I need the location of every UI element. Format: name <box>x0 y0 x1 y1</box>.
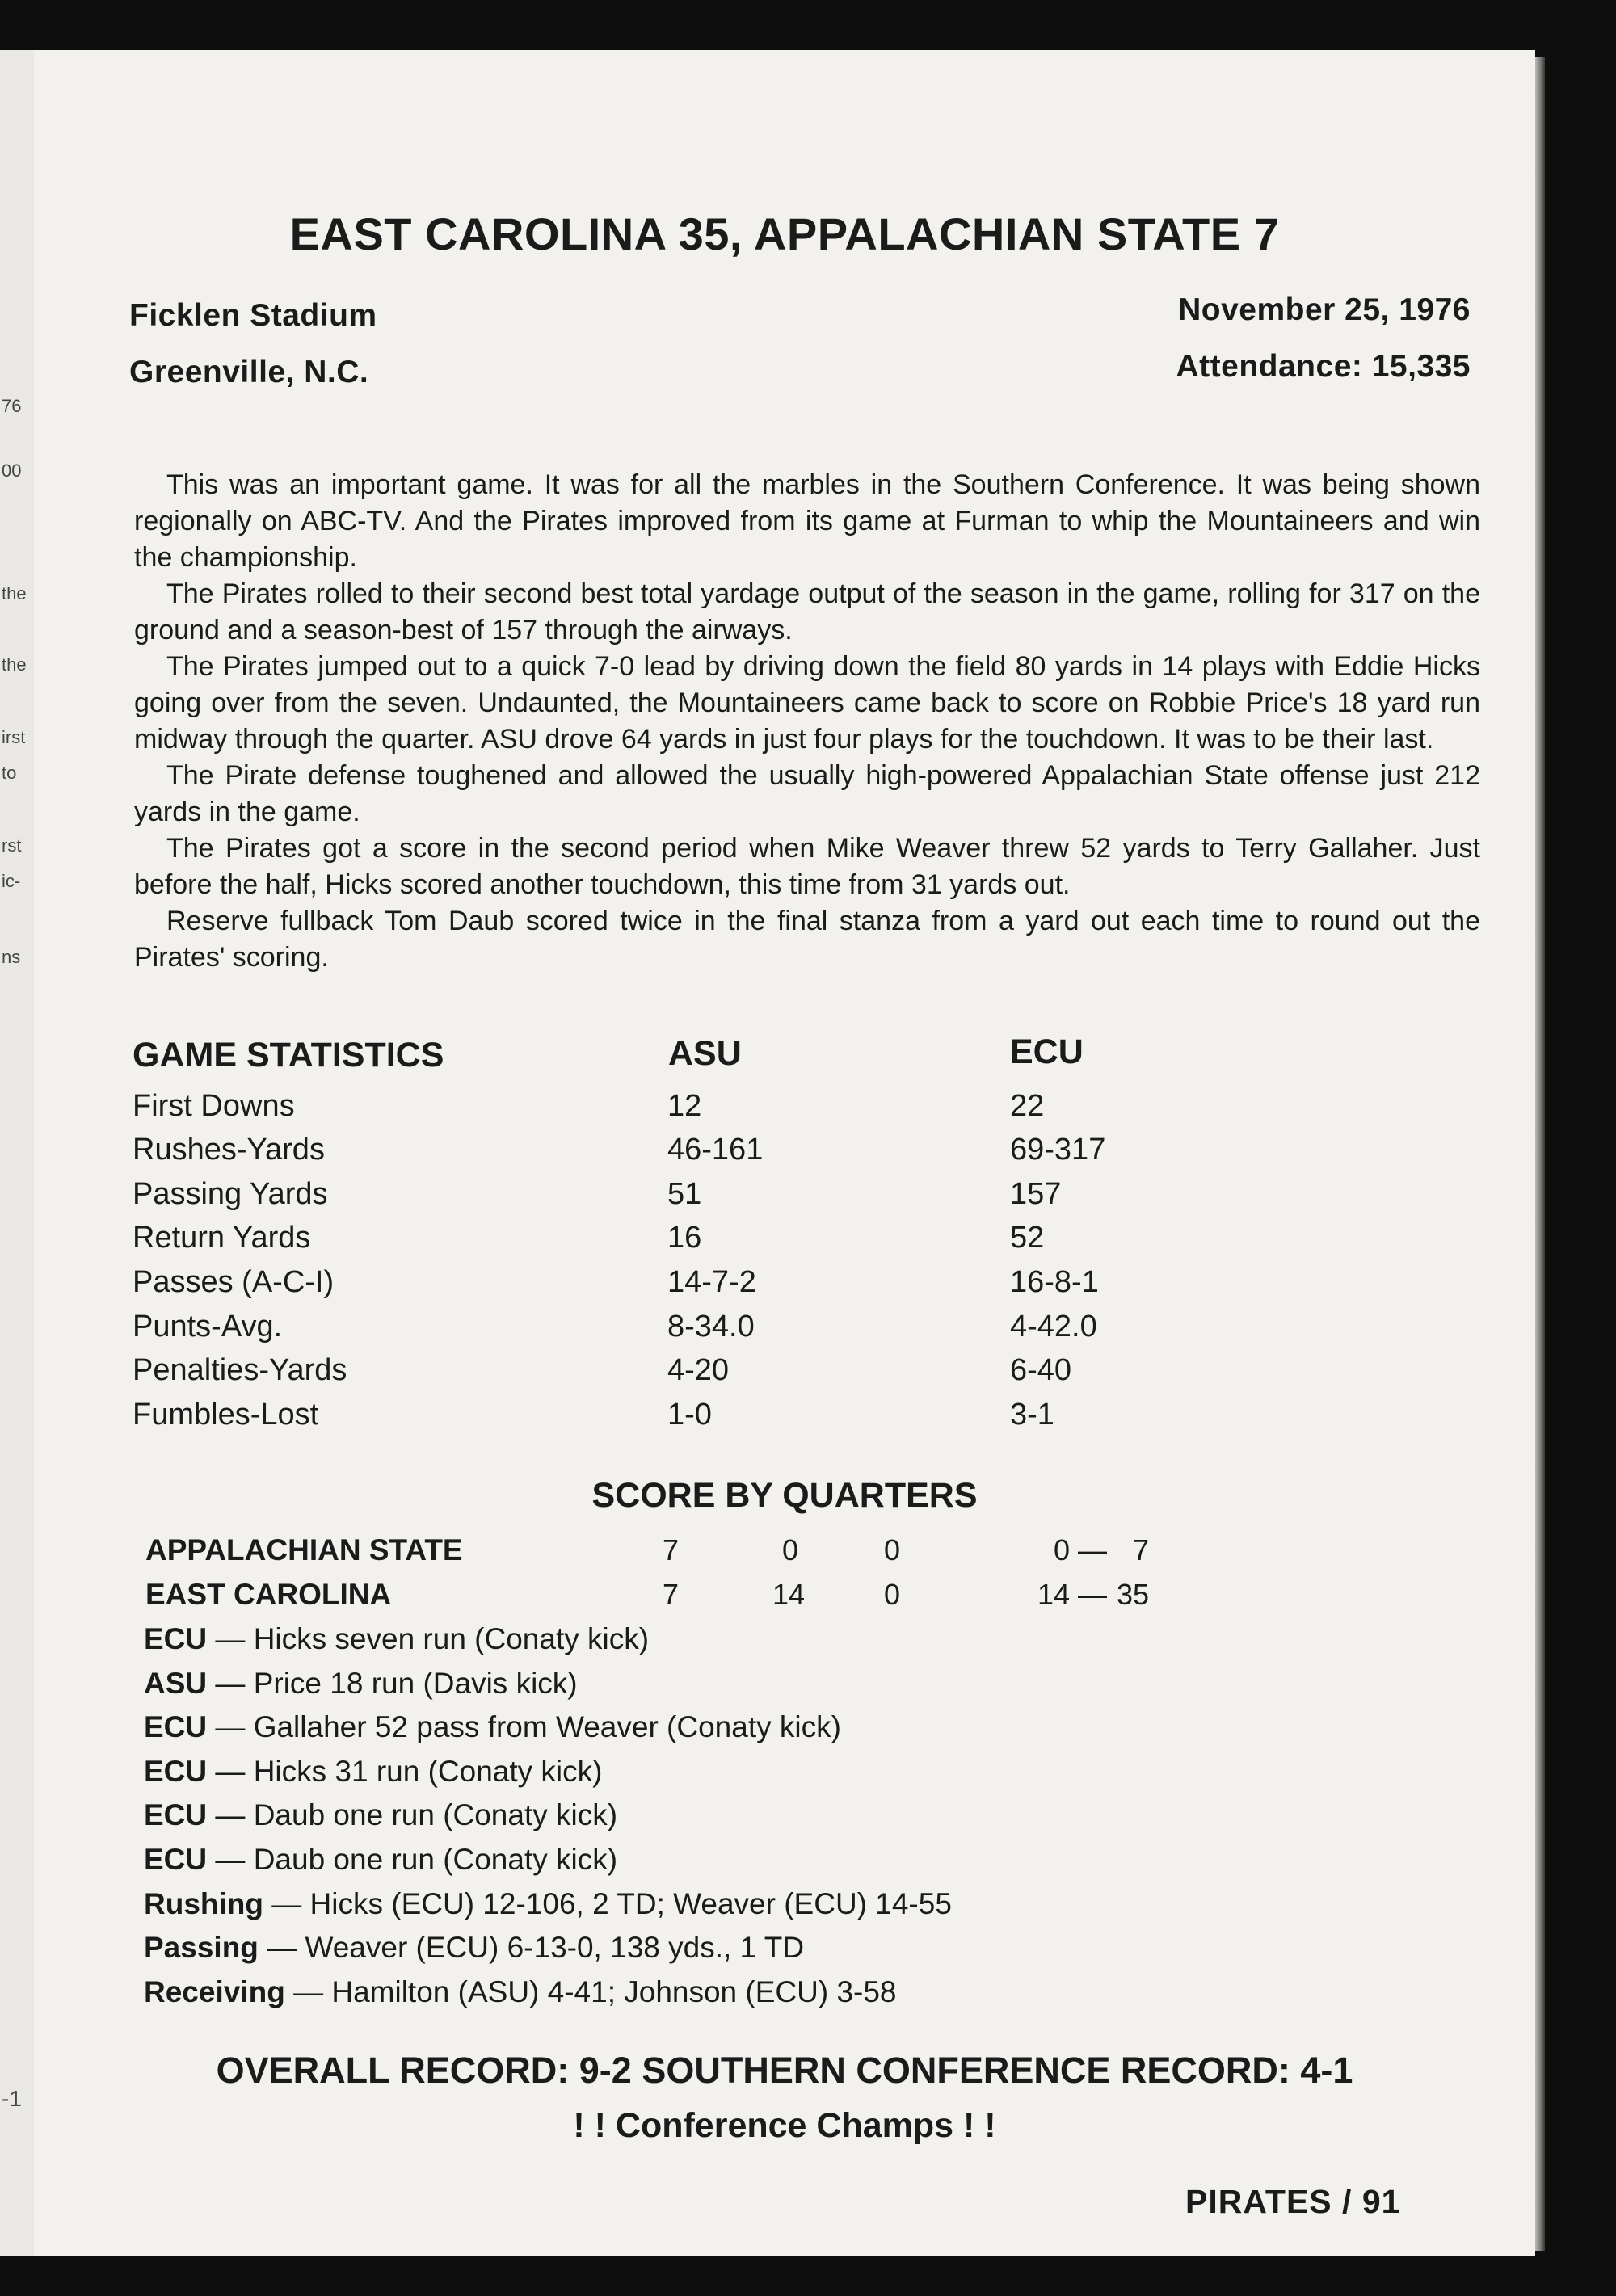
stat-row <box>133 1177 1345 1221</box>
stat-row <box>133 1133 1345 1176</box>
separator: — <box>207 1798 254 1831</box>
q3-score: 0 <box>884 1578 901 1611</box>
prev-page-fragment: 00 <box>2 460 22 481</box>
scoring-description: Daub one run (Conaty kick) <box>253 1798 618 1831</box>
stat-asu-value: 14-7-2 <box>667 1265 756 1299</box>
scoring-play <box>144 1667 578 1701</box>
document-page <box>34 50 1535 2256</box>
stat-ecu-value: 16-8-1 <box>1010 1265 1099 1299</box>
leader-line <box>144 1931 804 1965</box>
stat-row <box>133 1221 1345 1264</box>
scoring-team: ECU <box>144 1843 208 1876</box>
game-summary <box>134 467 1480 976</box>
stat-asu-value: 46-161 <box>667 1133 764 1167</box>
leader-line <box>144 1887 952 1921</box>
stat-row <box>133 1089 1345 1133</box>
summary-paragraph: The Pirates rolled to their second best total yardage output of the season in the game, rolling for 317 on the ground and a season-best of 157 through the airways. <box>134 578 1480 645</box>
conference-champs-banner: ! ! Conference Champs ! ! <box>573 2106 996 2145</box>
scoring-play <box>144 1798 617 1832</box>
leader-detail: Weaver (ECU) 6-13-0, 138 yds., 1 TD <box>305 1931 805 1964</box>
stat-ecu-value: 52 <box>1010 1221 1045 1255</box>
leader-line <box>144 1975 897 2009</box>
stat-ecu-value: 157 <box>1010 1177 1062 1211</box>
stat-asu-value: 8-34.0 <box>667 1310 755 1344</box>
separator: — <box>207 1755 254 1788</box>
stat-label: Rushes-Yards <box>133 1133 325 1167</box>
q1-score: 7 <box>663 1533 680 1566</box>
total-score: 35 <box>1116 1578 1149 1611</box>
game-statistics-heading: GAME STATISTICS <box>133 1036 444 1074</box>
stat-ecu-value: 22 <box>1010 1089 1045 1123</box>
scoring-play <box>144 1622 649 1656</box>
prev-page-fragment: the <box>2 583 27 603</box>
stat-label: Fumbles-Lost <box>133 1398 319 1432</box>
leader-category: Rushing <box>144 1887 263 1920</box>
stat-asu-value: 16 <box>667 1221 702 1255</box>
stat-label: Passes (A-C-I) <box>133 1265 335 1299</box>
prev-page-fragment: irst <box>2 727 26 747</box>
summary-paragraph: This was an important game. It was for all the marbles in the Southern Conference. It was being shown regionally on ABC-TV. And the Pirates improved from its game at Furman to whip the Mountaineers and win the championship. <box>134 469 1480 573</box>
summary-paragraph: The Pirates jumped out to a quick 7-0 lead by driving down the field 80 yards in 14 plays with Eddie Hicks going over from the seven. Undaunted, the Mountaineers came back to score on Robbie Price's 18 yard run midway through the quarter. ASU drove 64 yards in just four plays for the touchdown. It was to be their last. <box>134 651 1480 755</box>
separator: — <box>263 1887 310 1920</box>
leader-detail: Hamilton (ASU) 4-41; Johnson (ECU) 3-58 <box>331 1975 897 2008</box>
leader-detail: Hicks (ECU) 12-106, 2 TD; Weaver (ECU) 14-55 <box>309 1887 952 1920</box>
stat-label: Penalties-Yards <box>133 1353 347 1387</box>
stat-label: Return Yards <box>133 1221 311 1255</box>
scoring-team: ECU <box>144 1622 208 1655</box>
prev-page-fragment: ic- <box>2 871 21 891</box>
separator: — <box>207 1843 254 1876</box>
separator: — <box>207 1710 254 1743</box>
prev-page-fragment: rst <box>2 835 22 856</box>
scoring-team: ECU <box>144 1755 208 1788</box>
attendance-label: Attendance: 15,335 <box>1176 349 1471 384</box>
scoring-team: ECU <box>144 1798 208 1831</box>
stat-row <box>133 1310 1345 1353</box>
q3-score: 0 <box>884 1533 901 1566</box>
prev-page-fragment: ns <box>2 947 21 967</box>
q4-score: 14 <box>1037 1578 1071 1611</box>
prev-page-fragment: 76 <box>2 396 22 416</box>
stat-label: Punts-Avg. <box>133 1310 283 1344</box>
page-edge-shadow <box>1534 57 1545 2251</box>
stat-label: First Downs <box>133 1089 295 1123</box>
score-by-quarters-heading: SCORE BY QUARTERS <box>591 1476 978 1515</box>
separator: — <box>207 1622 254 1655</box>
stat-asu-value: 1-0 <box>667 1398 712 1432</box>
q2-score: 0 <box>782 1533 799 1566</box>
stat-row <box>133 1265 1345 1309</box>
prev-page-fragment: -1 <box>2 2086 22 2111</box>
summary-paragraph: The Pirate defense toughened and allowed the usually high-powered Appalachian State offense just 212 yards in the game. <box>134 760 1480 827</box>
stat-row <box>133 1353 1345 1397</box>
asu-column-header: ASU <box>668 1034 742 1073</box>
q2-score: 14 <box>772 1578 806 1611</box>
total-score: 7 <box>1132 1533 1149 1566</box>
scoring-play <box>144 1710 841 1744</box>
stat-ecu-value: 69-317 <box>1010 1133 1106 1167</box>
leader-category: Passing <box>144 1931 259 1964</box>
prev-page-fragment: the <box>2 654 27 675</box>
scoring-description: Gallaher 52 pass from Weaver (Conaty kick) <box>253 1710 841 1743</box>
q4-score: 0 <box>1053 1533 1070 1566</box>
venue-label: Ficklen Stadium <box>129 298 377 333</box>
scoring-play <box>144 1755 602 1789</box>
stat-ecu-value: 4-42.0 <box>1010 1310 1097 1344</box>
summary-paragraph: The Pirates got a score in the second period when Mike Weaver threw 52 yards to Terry Gallaher. Just before the half, Hicks scored another touchdown, this time from 31 yards out. <box>134 833 1480 900</box>
scoring-description: Daub one run (Conaty kick) <box>253 1843 618 1876</box>
scoring-description: Hicks seven run (Conaty kick) <box>253 1622 650 1655</box>
stat-row <box>133 1398 1345 1441</box>
page-title: EAST CAROLINA 35, APPALACHIAN STATE 7 <box>289 208 1280 259</box>
leader-category: Receiving <box>144 1975 285 2008</box>
stat-asu-value: 4-20 <box>667 1353 730 1387</box>
separator: — <box>258 1931 305 1964</box>
prev-page-fragment: to <box>2 763 17 783</box>
separator: — <box>207 1667 254 1700</box>
page-footer: PIRATES / 91 <box>1185 2183 1401 2220</box>
stat-asu-value: 51 <box>667 1177 702 1211</box>
score-dash: — <box>1078 1533 1107 1566</box>
score-dash: — <box>1078 1578 1107 1611</box>
scoring-team: ASU <box>144 1667 208 1700</box>
scoring-description: Price 18 run (Davis kick) <box>253 1667 578 1700</box>
season-record: OVERALL RECORD: 9-2 SOUTHERN CONFERENCE RECORD: 4-1 <box>216 2050 1353 2091</box>
date-label: November 25, 1976 <box>1178 292 1471 327</box>
scoring-description: Hicks 31 run (Conaty kick) <box>253 1755 603 1788</box>
stat-ecu-value: 3-1 <box>1010 1398 1054 1432</box>
summary-paragraph: Reserve fullback Tom Daub scored twice in the final stanza from a yard out each time to round out the Pirates' scoring. <box>134 906 1480 973</box>
stat-ecu-value: 6-40 <box>1010 1353 1072 1387</box>
team-name: APPALACHIAN STATE <box>145 1533 463 1566</box>
team-name: EAST CAROLINA <box>145 1578 392 1611</box>
stat-label: Passing Yards <box>133 1177 328 1211</box>
separator: — <box>284 1975 332 2008</box>
scoring-play <box>144 1843 617 1877</box>
scoring-team: ECU <box>144 1710 208 1743</box>
stat-asu-value: 12 <box>667 1089 702 1123</box>
q1-score: 7 <box>663 1578 680 1611</box>
previous-page-edge <box>0 50 36 2256</box>
city-label: Greenville, N.C. <box>129 355 369 389</box>
ecu-column-header: ECU <box>1010 1032 1084 1071</box>
